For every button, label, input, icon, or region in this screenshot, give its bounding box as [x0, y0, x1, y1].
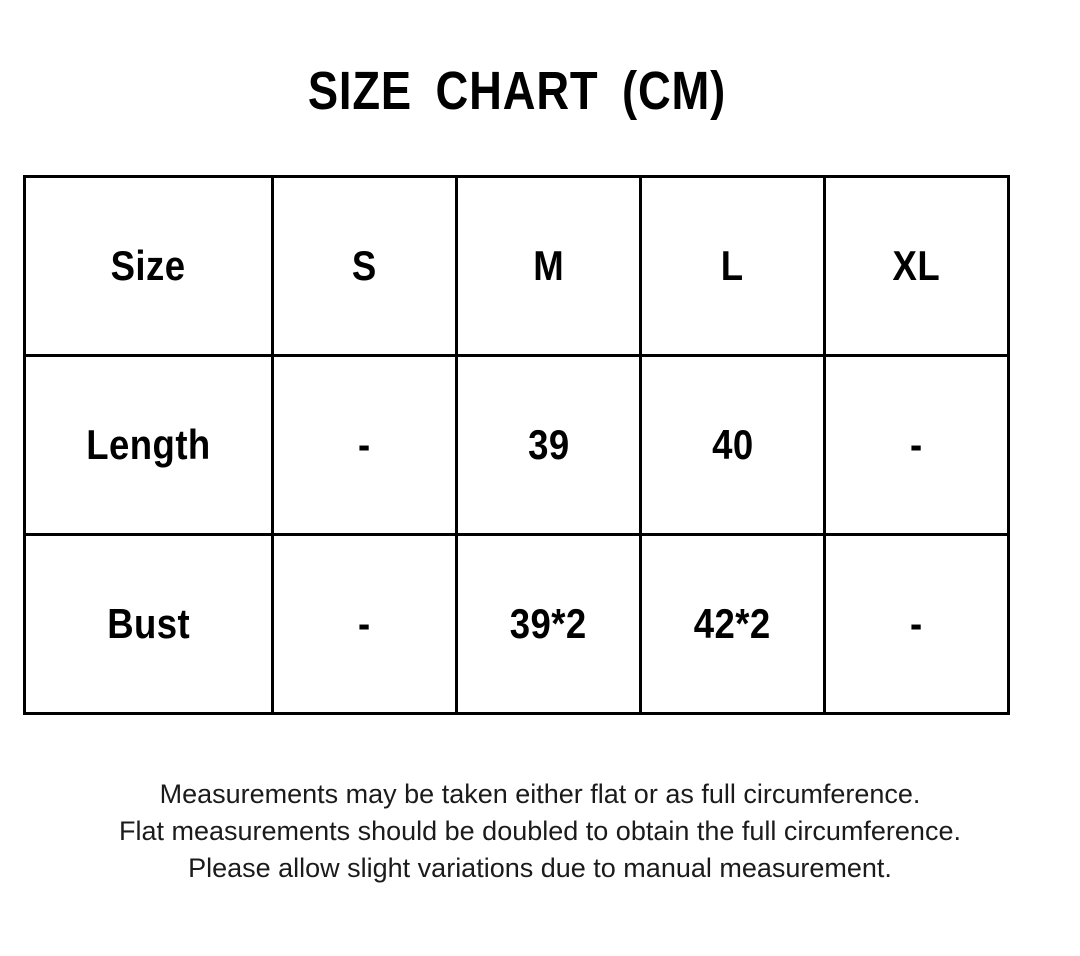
header-cell-xl	[824, 177, 1008, 356]
page-title-text: SIZE CHART (CM)	[307, 61, 726, 121]
cell-bust-s	[272, 535, 456, 714]
cell-length-s	[272, 356, 456, 535]
cell-bust-xl	[824, 535, 1008, 714]
cell-bust-xl-text: -	[910, 600, 923, 647]
cell-length-l	[640, 356, 824, 535]
note-line-1: Measurements may be taken either flat or as full circumference.	[159, 779, 921, 809]
note-line-2: Flat measurements should be doubled to obtain the full circumference.	[119, 816, 961, 846]
page-title	[23, 60, 1010, 122]
cell-length-m-text: 39	[527, 421, 570, 468]
cell-bust-m	[456, 535, 640, 714]
header-cell-size	[25, 177, 273, 356]
cell-length-s-text: -	[358, 421, 371, 468]
cell-bust-s-text: -	[358, 600, 371, 647]
row-label-bust	[25, 535, 273, 714]
cell-length-m	[456, 356, 640, 535]
header-label-s: S	[352, 242, 377, 289]
length-row	[25, 356, 1009, 535]
cell-bust-l	[640, 535, 824, 714]
cell-length-l-text: 40	[711, 421, 754, 468]
bust-row	[25, 535, 1009, 714]
note-line-3: Please allow slight variations due to manual measurement.	[188, 853, 892, 883]
row-label-length-text: Length	[86, 421, 211, 468]
header-label-l: L	[721, 242, 744, 289]
cell-bust-l-text: 42*2	[693, 600, 771, 647]
header-row	[25, 177, 1009, 356]
header-label-xl: XL	[892, 242, 941, 289]
cell-bust-m-text: 39*2	[509, 600, 587, 647]
header-cell-m	[456, 177, 640, 356]
header-cell-l	[640, 177, 824, 356]
cell-length-xl-text: -	[910, 421, 923, 468]
cell-length-xl	[824, 356, 1008, 535]
header-label-m: M	[533, 242, 564, 289]
measurement-notes	[0, 776, 1080, 887]
row-label-bust-text: Bust	[106, 600, 190, 647]
size-chart-table	[23, 175, 1010, 715]
header-label-size: Size	[111, 242, 186, 289]
row-label-length	[25, 356, 273, 535]
header-cell-s	[272, 177, 456, 356]
